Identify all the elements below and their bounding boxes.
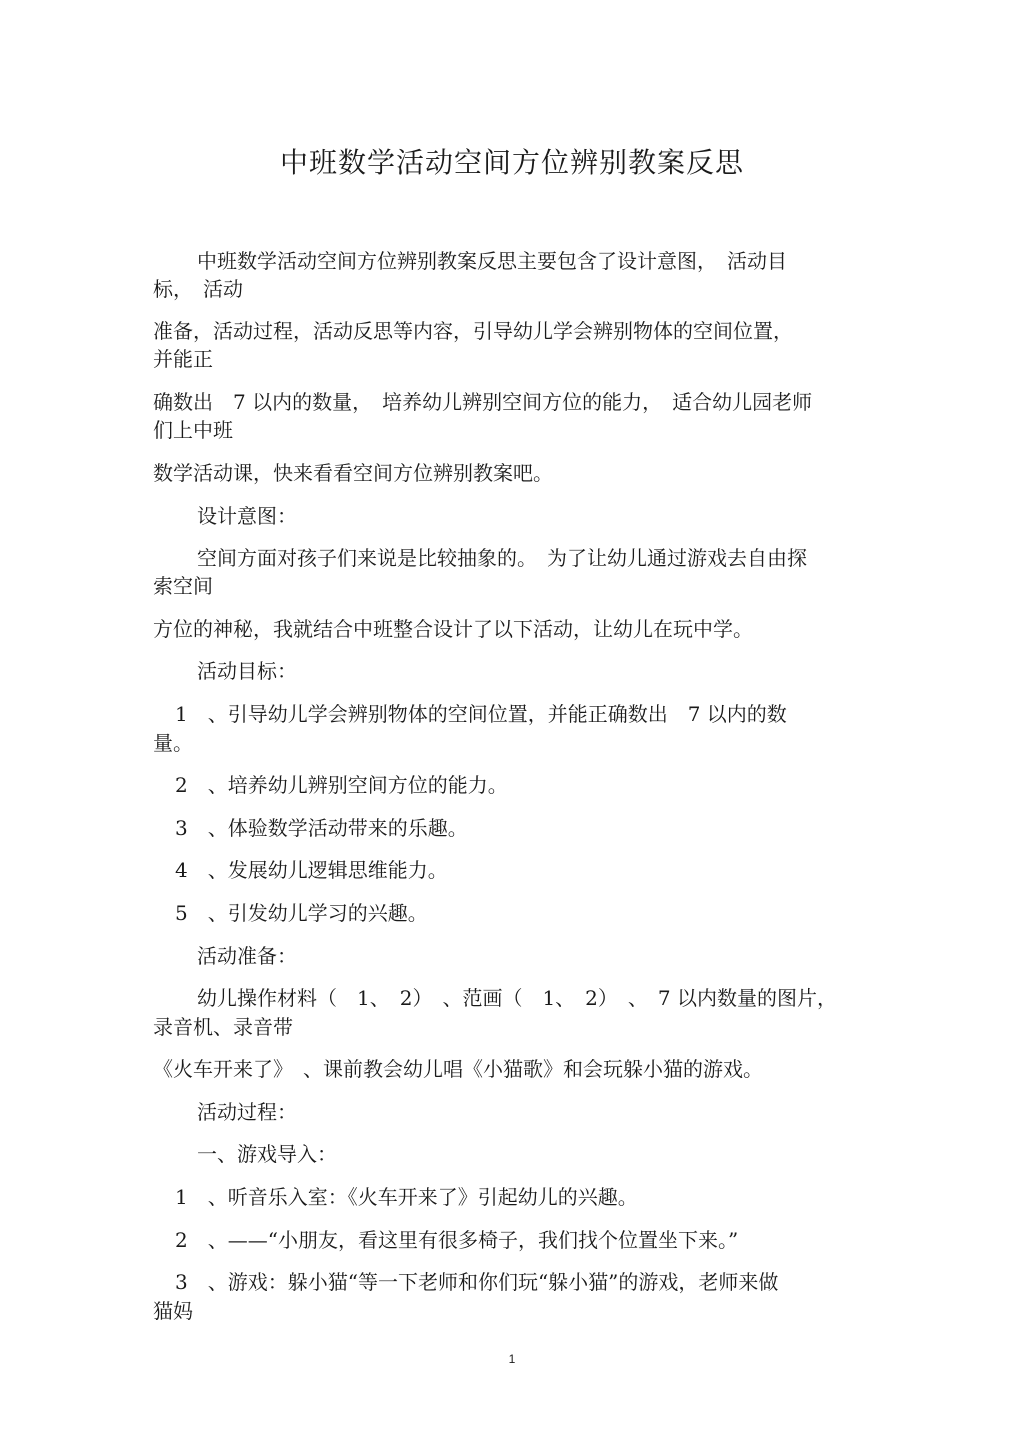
paragraph-line: 并能正 <box>153 347 213 371</box>
list-item: 1 、听音乐入室：《火车开来了》引起幼儿的兴趣。 <box>175 1185 638 1209</box>
list-item: 4 、发展幼儿逻辑思维能力。 <box>175 858 448 882</box>
paragraph-line: 们上中班 <box>153 418 233 442</box>
list-item-continuation: 猫妈 <box>153 1299 193 1323</box>
paragraph-line: 空间方面对孩子们来说是比较抽象的。 为了让幼儿通过游戏去自由探 <box>197 546 807 570</box>
paragraph-line: 标， 活动 <box>153 277 243 301</box>
paragraph-line: 方位的神秘，我就结合中班整合设计了以下活动，让幼儿在玩中学。 <box>153 617 753 641</box>
section-heading: 活动准备： <box>197 944 297 968</box>
list-item: 1 、引导幼儿学会辨别物体的空间位置，并能正确数出 7 以内的数 <box>175 702 787 726</box>
section-heading: 活动过程： <box>197 1100 297 1124</box>
paragraph-line: 幼儿操作材料（ 1、 2） 、范画（ 1、 2） 、 7 以内数量的图片， <box>197 986 837 1010</box>
paragraph-line: 数学活动课，快来看看空间方位辨别教案吧。 <box>153 461 553 485</box>
paragraph-line: 准备，活动过程，活动反思等内容，引导幼儿学会辨别物体的空间位置， <box>153 319 793 343</box>
paragraph-line: 《火车开来了》 、课前教会幼儿唱《小猫歌》和会玩躲小猫的游戏。 <box>153 1057 763 1081</box>
paragraph-line: 中班数学活动空间方位辨别教案反思主要包含了设计意图， 活动目 <box>197 249 787 273</box>
list-item: 5 、引发幼儿学习的兴趣。 <box>175 901 428 925</box>
section-heading: 活动目标： <box>197 659 297 683</box>
paragraph-line: 确数出 7 以内的数量， 培养幼儿辨别空间方位的能力， 适合幼儿园老师 <box>153 390 813 414</box>
list-item: 3 、游戏：躲小猫“等一下老师和你们玩“躲小猫”的游戏，老师来做 <box>175 1270 779 1294</box>
paragraph-line: 索空间 <box>153 574 213 598</box>
section-heading: 设计意图： <box>197 504 297 528</box>
list-item: 2 、——“小朋友，看这里有很多椅子，我们找个位置坐下来。” <box>175 1228 739 1252</box>
list-item: 2 、培养幼儿辨别空间方位的能力。 <box>175 773 508 797</box>
paragraph-line: 录音机、录音带 <box>153 1015 293 1039</box>
list-item-continuation: 量。 <box>153 731 193 755</box>
page-number: 1 <box>508 1352 516 1366</box>
document-title: 中班数学活动空间方位辨别教案反思 <box>279 146 744 179</box>
subsection-heading: 一、游戏导入： <box>197 1142 337 1166</box>
list-item: 3 、体验数学活动带来的乐趣。 <box>175 816 468 840</box>
